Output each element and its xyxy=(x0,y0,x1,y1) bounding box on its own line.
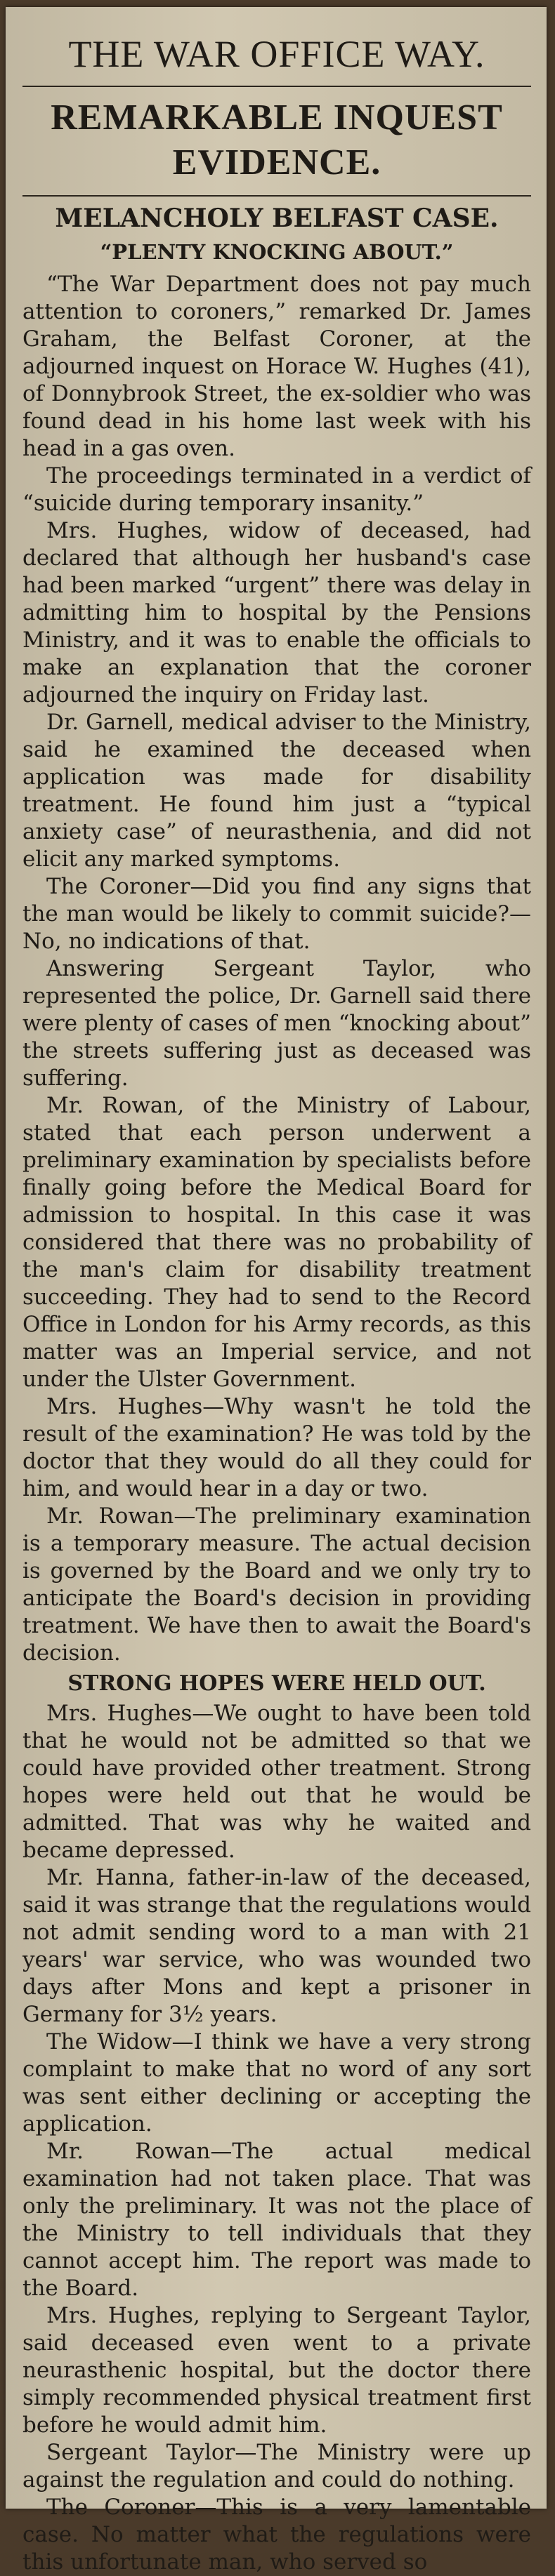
paragraph: The Widow—I think we have a very strong complaint to make that no word of any sort was sent either declining or accepting the application. xyxy=(22,2029,531,2137)
paragraph: Mrs. Hughes—We ought to have been told that he would not be admitted so that we could have provided other treatment. Strong hopes were held out that he would be admitted. That was why he waited and became depressed. xyxy=(22,1701,531,1863)
headline-2: REMARKABLE INQUEST EVIDENCE. xyxy=(51,98,503,182)
paragraph: “The War Department does not pay much attention to coroners,” remarked Dr. James Graham, the Belfast Coroner, at the adjourned inquest on Horace W. Hughes (41), of Donnybrook Street, the ex-soldier who was found dead in his home last week with his head in a gas oven. xyxy=(22,272,531,461)
paragraph: The Coroner—This is a very lamentable case. No matter what the regulations were this unfortunate man, who served so xyxy=(22,2495,531,2575)
paragraph: Mr. Rowan—The preliminary examination is a temporary measure. The actual decision is governed by the Board and we only try to anticipate the Board's decision in providing treatment. We have then to await the Board's decision. xyxy=(22,1503,531,1666)
newspaper-clipping xyxy=(6,7,547,2575)
section-heading: STRONG HOPES WERE HELD OUT. xyxy=(67,1671,486,1696)
paragraph: Dr. Garnell, medical adviser to the Ministry, said he examined the deceased when application was made for disability treatment. He found him just a “typical anxiety case” of neurasthenia, and did not elicit any marked symptoms. xyxy=(22,710,531,872)
paragraph: Sergeant Taylor—The Ministry were up against the regulation and could do nothing. xyxy=(22,2440,531,2492)
paragraph: Mrs. Hughes, replying to Sergeant Taylor, said deceased even went to a private neurasthenic hospital, but the doctor there simply recommended physical treatment first before he would admit him. xyxy=(22,2303,531,2438)
paragraph: The proceedings terminated in a verdict of “suicide during temporary insanity.” xyxy=(22,463,531,516)
headline: THE WAR OFFICE WAY. xyxy=(68,33,485,75)
paragraph: Mrs. Hughes, widow of deceased, had declared that although her husband's case had been marked “urgent” there was delay in admitting him to hospital by the Pensions Ministry, and it was to enable the officials to make an explanation that the coroner adjourned the inquiry on Friday last. xyxy=(22,518,531,708)
subheadline: MELANCHOLY BELFAST CASE. xyxy=(55,204,499,233)
paragraph: Answering Sergeant Taylor, who represented the police, Dr. Garnell said there were plenty of cases of men “knocking about” the streets suffering just as deceased was suffering. xyxy=(22,956,531,1091)
divider xyxy=(22,195,531,197)
paragraph: Mrs. Hughes—Why wasn't he told the result of the examination? He was told by the doctor that they would do all they could for him, and would hear in a day or two. xyxy=(22,1394,531,1501)
paragraph: The Coroner—Did you find any signs that the man would be likely to commit suicide?—No, no indications of that. xyxy=(22,874,531,954)
kicker: “PLENTY KNOCKING ABOUT.” xyxy=(100,240,454,264)
divider xyxy=(22,86,531,87)
paragraph: Mr. Rowan, of the Ministry of Labour, stated that each person underwent a preliminary examination by specialists before finally going before the Medical Board for admission to hospital. In this case it was considered that there was no probability of the man's claim for disability treatment succeeding. They had to send to the Record Office in London for his Army records, as this matter was an Imperial service, and not under the Ulster Government. xyxy=(22,1093,531,1392)
article-column xyxy=(6,7,547,2576)
paragraph: Mr. Hanna, father-in-law of the deceased, said it was strange that the regulations would not admit sending word to a man with 21 years' war service, who was wounded two days after Mons and kept a prisoner in Germany for 3½ years. xyxy=(22,1865,531,2027)
paragraph: Mr. Rowan—The actual medical examination had not taken place. That was only the preliminary. It was not the place of the Ministry to tell individuals that they cannot accept him. The report was made to the Board. xyxy=(22,2139,531,2301)
